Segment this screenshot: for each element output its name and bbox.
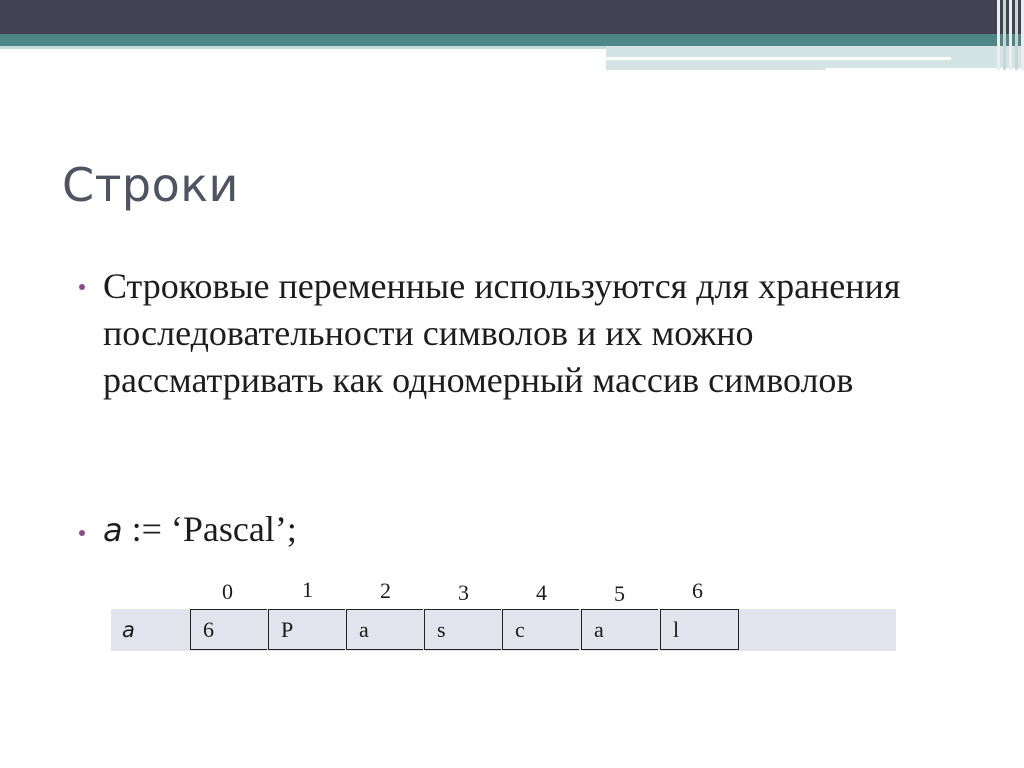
string-cell: a: [581, 609, 658, 650]
index-label: 0: [222, 579, 233, 604]
assignment-code: := ‘Pascal’;: [122, 509, 297, 549]
index-label: 1: [302, 577, 313, 602]
string-cell: 6: [190, 609, 267, 650]
index-label: 6: [692, 578, 703, 603]
index-label: 5: [614, 581, 625, 606]
bullet-dot-1: [79, 284, 85, 290]
slide-title: Строки: [62, 158, 239, 212]
string-cell: c: [502, 609, 579, 650]
variable-name: a: [103, 511, 123, 549]
bullet-text-1: Строковые переменные используются для хранения последовательности символов и их можно рассматривать как одномерный массив символов: [103, 266, 901, 400]
index-label: 4: [536, 580, 547, 605]
bullet-text-2: [103, 508, 297, 550]
index-label: 3: [458, 580, 469, 605]
header-bar-pale-left: [0, 46, 606, 49]
index-label: 2: [380, 578, 391, 603]
header-bar-pale-short: [606, 68, 826, 70]
header-bar-white-line: [606, 57, 951, 60]
header-bar-teal: [0, 34, 1024, 46]
string-variable-label: a: [122, 618, 135, 642]
header-bar-dark: [0, 0, 1024, 34]
string-cell: a: [346, 609, 423, 650]
bullet-dot-2: [79, 530, 85, 536]
string-cell: l: [660, 609, 739, 650]
header-stripes: [994, 0, 1024, 70]
string-cell: P: [268, 609, 345, 650]
string-cell: s: [424, 609, 501, 650]
